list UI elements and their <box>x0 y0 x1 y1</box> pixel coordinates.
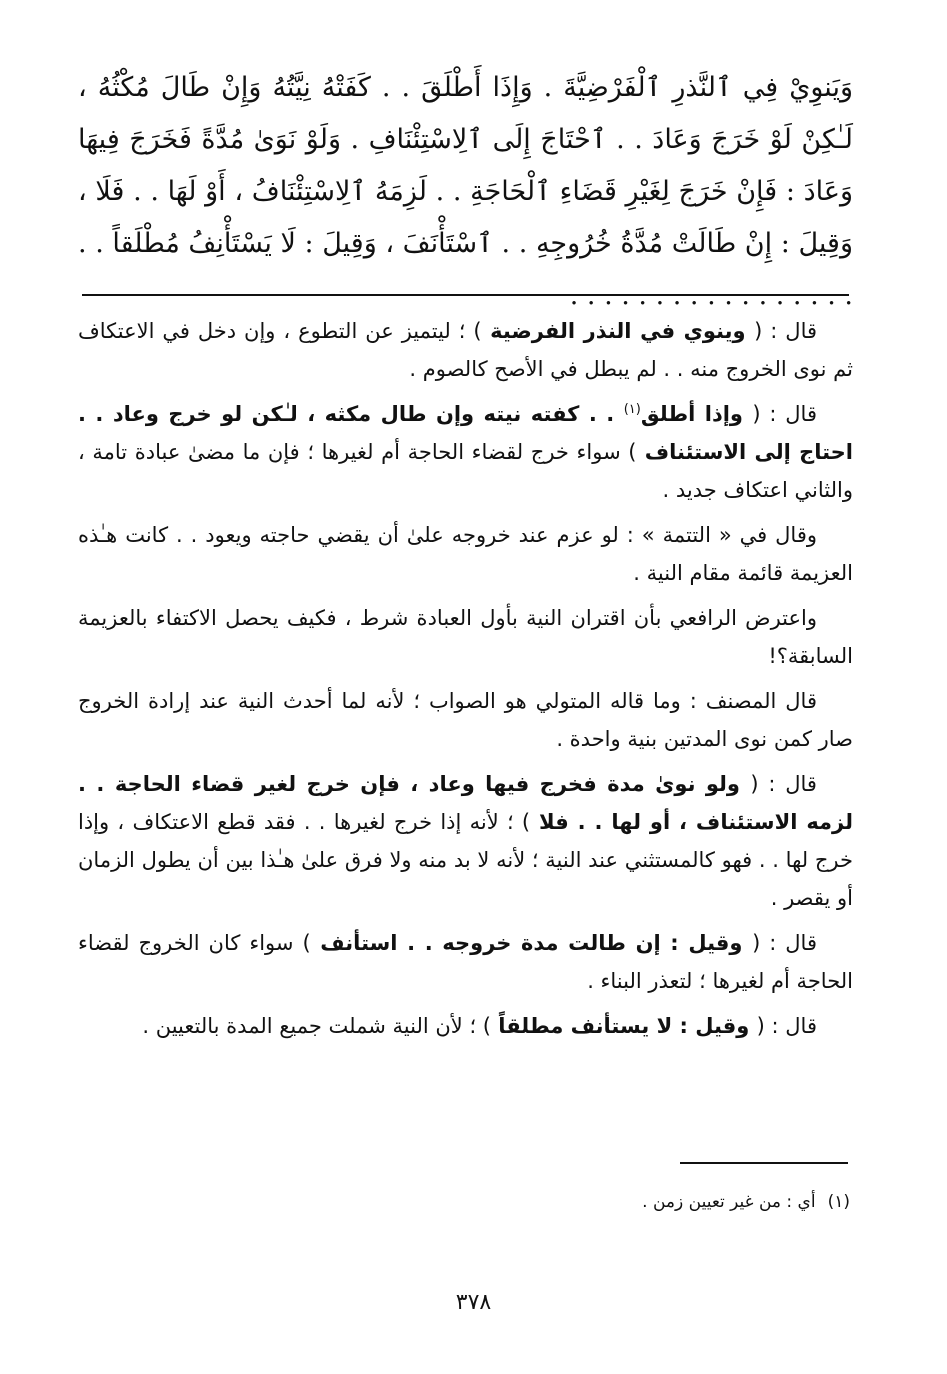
commentary-paragraph-1: قال : ( وينوي في النذر الفرضية ) ؛ ليتميز عن التطوع ، وإن دخل في الاعتكاف ثم نوى الخروج منه . . لم يبطل في الأصح كالصوم . <box>78 319 853 381</box>
commentary-paragraph-4: واعترض الرافعي بأن اقتران النية بأول العبادة شرط ، فكيف يحصل الاكتفاء بالعزيمة السابقة؟! <box>78 606 853 668</box>
footnote-text: أي : من غير تعيين زمن . <box>642 1192 816 1212</box>
separator-rule <box>82 294 849 296</box>
commentary-paragraph-2: قال : ( وإذا أطلق$^{(١)}$ . . كفته نيته وإن طال مكثه ، لـٰكن لو خرج وعاد . . احتاج إلى الاستئناف ) سواء خرج لقضاء الحاجة أم لغيرها ؛ فإن ما مضىٰ عبادة تامة ، والثاني اعتكاف جديد . <box>78 402 853 502</box>
sharh-commentary <box>78 312 853 1052</box>
page-number: ٣٧٨ <box>455 1290 492 1315</box>
commentary-paragraph-3: وقال في « التتمة » : لو عزم عند خروجه علىٰ أن يقضي حاجته ويعود . . كانت هـٰذه العزيمة قائمة مقام النية . <box>78 523 853 585</box>
footnote-reference[interactable]: (١) <box>623 402 641 417</box>
commentary-paragraph-8: قال : ( وقيل : لا يستأنف مطلقاً ) ؛ لأن النية شملت جميع المدة بالتعيين . <box>142 1014 817 1038</box>
footnote-mark: (١) <box>827 1192 850 1212</box>
footnote <box>78 1188 850 1216</box>
commentary-paragraph-6: قال : ( ولو نوىٰ مدة فخرج فيها وعاد ، فإن خرج لغير قضاء الحاجة . . لزمه الاستئناف ، أو لها . . فلا ) ؛ لأنه إذا خرج لغيرها . . فقد قطع الاعتكاف ، وإذا خرج لها . . فهو كالمستثني عند النية ؛ لأنه لا بد منه ولا فرق علىٰ هـٰذا بين أن يطول الزمان أو يقصر . <box>78 772 854 910</box>
commentary-paragraph-7: قال : ( وقيل : إن طالت مدة خروجه . . استأنف ) سواء كان الخروج لقضاء الحاجة أم لغيرها ؛ لتعذر البناء . <box>78 931 853 993</box>
matn-paragraph: وَيَنوِيْ فِي ٱلنَّذرِ ٱلْفَرْضِيَّةَ . وَإِذَا أَطْلَقَ . . كَفَتْهُ نِيَّتُهُ وَإِنْ طَالَ مُكْثُهُ ، لَـٰكِنْ لَوْ خَرَجَ وَعَادَ . . ٱحْتَاجَ إِلَى ٱلِاسْتِئْنَافِ . وَلَوْ نَوَىٰ مُدَّةً فَخَرَجَ فِيهَا وَعَادَ : فَإِنْ خَرَجَ لِغَيْرِ قَضَاءِ ٱلْحَاجَةِ . . لَزِمَهُ ٱلِاسْتِئْنَافُ ، أَوْ لَهَا . . فَلَا ، وَقِيلَ : إِنْ طَالَتْ مُدَّةُ خُرُوجِهِ . . ٱسْتَأْنَفَ ، وَقِيلَ : لَا يَسْتَأْنِفُ مُطْلَقاً . . . . . . . . . . . . . . . . . . . <box>78 72 853 311</box>
footnote-separator <box>680 1162 848 1164</box>
matn-text <box>78 62 853 322</box>
commentary-paragraph-5: قال المصنف : وما قاله المتولي هو الصواب ؛ لأنه لما أحدث النية عند إرادة الخروج صار كمن نوى المدتين بنية واحدة . <box>78 689 853 751</box>
